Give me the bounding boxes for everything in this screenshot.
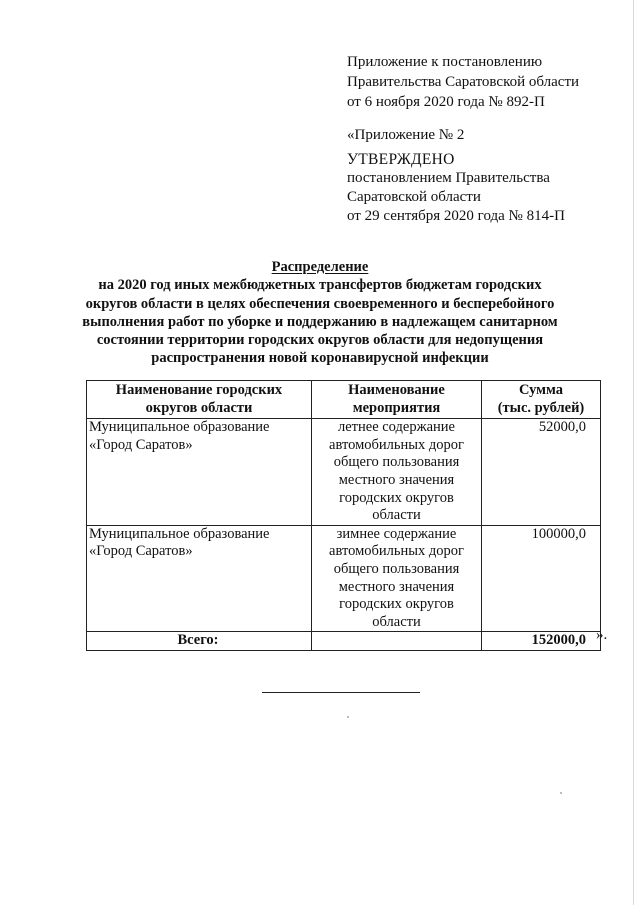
title-line: на 2020 год иных межбюджетных трансфертов бюджетам городских [98, 277, 542, 294]
document-title [70, 258, 570, 368]
total-label: Всего: [87, 632, 312, 651]
cell-amount: 100000,0 [482, 525, 601, 632]
cell-text: автомобильных дорог [329, 436, 464, 453]
distribution-table [86, 380, 601, 651]
title-line: выполнения работ по уборке и поддержанию в надлежащем санитарном [82, 313, 558, 330]
annex-number: «Приложение № 2 [347, 127, 465, 143]
cell-text: общего пользования [333, 454, 460, 471]
cell-entity [87, 419, 312, 526]
title-line: распространения новой коронавирусной инфекции [151, 350, 489, 367]
annex-line: от 6 ноября 2020 года № 892-П [347, 94, 545, 110]
closing-quote: ». [596, 627, 608, 643]
header-text: Наименование [348, 382, 445, 398]
cell-text: области [372, 613, 421, 630]
cell-text: городских округов [339, 596, 454, 613]
approved-title: УТВЕРЖДЕНО [347, 151, 455, 168]
column-header-entity [87, 381, 312, 419]
signature-line [262, 692, 420, 693]
column-header-event [312, 381, 482, 419]
approval-block [347, 150, 627, 226]
cell-text: Муниципальное образование [89, 525, 270, 542]
header-text: мероприятия [352, 399, 441, 416]
header-text: Наименование городских [115, 382, 283, 398]
cell-text: общего пользования [333, 560, 460, 577]
table-row [87, 419, 601, 526]
cell-text: городских округов [339, 489, 454, 506]
table-total-row [87, 632, 601, 651]
cell-event [312, 525, 482, 632]
header-text: (тыс. рублей) [497, 399, 585, 416]
cell-entity [87, 525, 312, 632]
approved-line: постановлением Правительства [347, 170, 550, 186]
annex-line: Приложение к постановлению [347, 54, 543, 70]
title-line: округов области в целях обеспечения своевременного и бесперебойного [85, 295, 555, 312]
header-text: Сумма [518, 382, 564, 398]
cell-text: зимнее содержание [336, 525, 457, 542]
header-text: округов области [145, 399, 253, 416]
approved-line: от 29 сентября 2020 года № 814-П [347, 208, 565, 224]
cell-text: местного значения [338, 578, 455, 595]
total-amount: 152000,0 [482, 632, 601, 651]
column-header-amount [482, 381, 601, 419]
cell-event [312, 419, 482, 526]
table-row [87, 525, 601, 632]
scan-speck [347, 716, 349, 718]
annex-reference [347, 52, 627, 112]
cell-text: автомобильных дорог [329, 543, 464, 560]
cell-text: Муниципальное образование [89, 419, 270, 436]
cell-text: области [372, 507, 421, 524]
cell-text: «Город Саратов» [89, 436, 193, 453]
page-edge [633, 0, 634, 905]
title-line: состоянии территории городских округов области для недопущения [96, 332, 544, 349]
cell-text: летнее содержание [337, 419, 455, 436]
cell-text: «Город Саратов» [89, 543, 193, 560]
total-event-cell [312, 632, 482, 651]
cell-text: местного значения [338, 471, 455, 488]
approved-line: Саратовской области [347, 189, 481, 205]
scan-speck [560, 792, 562, 794]
annex-line: Правительства Саратовской области [347, 74, 580, 90]
table-header-row [87, 381, 601, 419]
title-heading: Распределение [271, 259, 369, 275]
cell-amount: 52000,0 [482, 419, 601, 526]
